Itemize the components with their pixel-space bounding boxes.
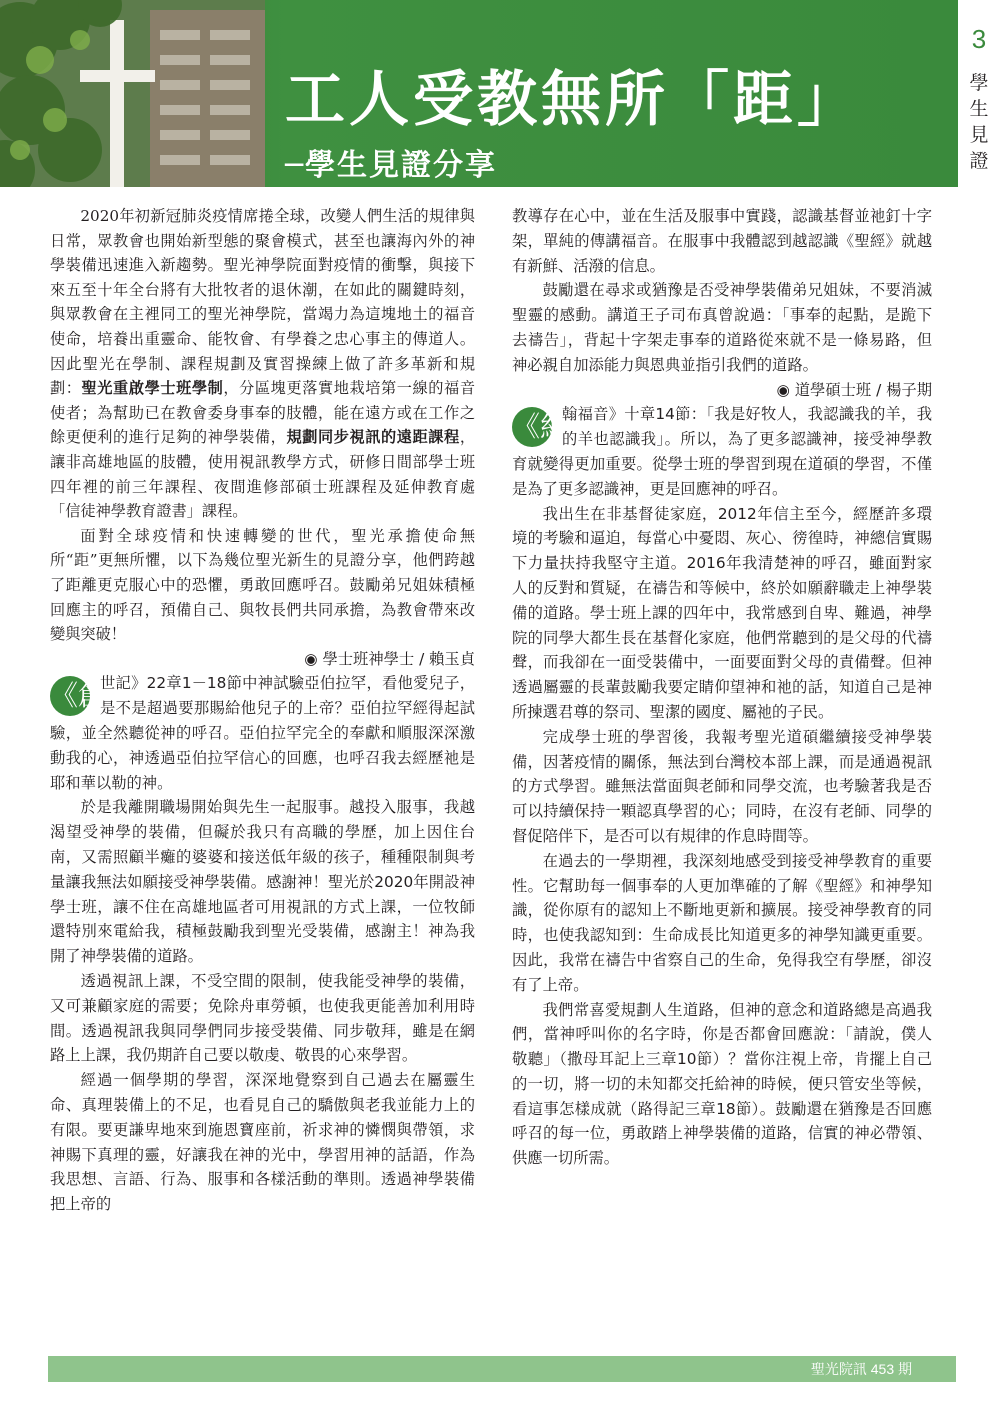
testimony-1-paragraph-3: 透過視訊上課，不受空間的限制，使我能受神學的裝備，又可兼顧家庭的需要；免除舟車勞頓，也使我更能善加利用時間。透過視訊我與同學們同步接受裝備、同步敬拜，雖是在網路上上課，我仍期許自己要以敬虔、敬畏的心來學習。 xyxy=(50,972,475,1065)
building-cross-illustration xyxy=(0,0,265,187)
intro-paragraph-1: 2020年初新冠肺炎疫情席捲全球，改變人們生活的規律與日常，眾教會也開始新型態的聚會模式，甚至也讓海內外的神學裝備迅速進入新趨勢。聖光神學院面對疫情的衝擊，與接下來五至十年全台將有大批牧者的退休潮，在如此的關鍵時刻，與眾教會在主裡同工的聖光神學院，當竭力為這塊地土的福音使命，培養出重靈命、能牧會、有學養之忠心事主的傳道人。因此聖光在學制、課程規劃及實習操練上做了許多革新和規劃：聖光重啟學士班學制，分區塊更落實地栽培第一線的福音使者；為幫助已在教會委身事奉的肢體，能在遠方或在工作之餘更便利的進行足夠的神學裝備，規劃同步視訊的遠距課程，讓非高雄地區的肢體，使用視訊教學方式，研修日間部學士班四年裡的前三年課程、夜間進修部碩士班課程及延伸教育處「信徒神學教育證書」課程。 xyxy=(50,207,476,521)
testimony-2-paragraph-5: 我們常喜愛規劃人生道路，但神的意念和道路總是高過我們，當神呼叫你的名字時，你是否都會回應說：「請說，僕人敬聽」（撒母耳記上三章10節）？當你注視上帝，肯擺上自己的一切，將一切的未知都交托給神的時候，便只管安坐等候，看這事怎樣成就（路得記三章18節）。鼓勵還在猶豫是否回應呼召的每一位，勇敢踏上神學裝備的道路，信實的神必帶領、供應一切所需。 xyxy=(512,1000,932,1168)
building-photo xyxy=(0,0,265,187)
testimony-1-continued xyxy=(512,204,932,378)
testimony-2-paragraph-3: 完成學士班的學習後，我報考聖光道碩繼續接受神學裝備，因著疫情的關係，無法到台灣校本部上課，而是通過視訊的方式學習。雖無法當面與老師和同學交流，也考驗著我是否可以持續保持一顆認真學習的心；同時，在沒有老師、同學的督促陪伴下，是否可以有規律的作息時間等。 xyxy=(512,727,932,845)
testimony-2-byline: ◉ 道學碩士班 / 楊子期 xyxy=(776,380,932,399)
testimony-2-paragraph-4: 在過去的一學期裡，我深刻地感受到接受神學教育的重要性。它幫助每一個事奉的人更加準確的了解《聖經》和神學知識，從你原有的認知上不斷地更新和擴展。接受神學教育的同時，也使我認知到：生命成長比知道更多的神學知識更重要。因此，我常在禱告中省察自己的生命，免得我空有學歷，卻沒有了上帝。 xyxy=(512,851,932,994)
testimony-2-paragraph-2: 我出生在非基督徒家庭，2012年信主至今，經歷許多環境的考驗和逼迫，每當心中憂悶、灰心、徬徨時，神總信實賜下力量扶持我堅守主道。2016年我清楚神的呼召，雖面對家人的反對和質疑，在禱告和等候中，終於如願辭職走上神學裝備的道路。學士班上課的四年中，我常感到自卑、難過，神學院的同學大都生長在基督化家庭，他們常聽到的是父母的代禱聲，而我卻在一面受裝備中，一面要面對父母的責備聲。但神透過屬靈的長輩鼓勵我要定睛仰望神和祂的話，知道自己是神所揀選君尊的祭司、聖潔的國度、屬祂的子民。 xyxy=(512,504,932,721)
testimony-1-paragraph-5: 教導存在心中，並在生活及服事中實踐，認識基督並祂釘十字架，單純的傳講福音。在服事中我體認到越認識《聖經》就越有新鮮、活潑的信息。 xyxy=(512,207,932,275)
section-label-char: 證 xyxy=(969,150,989,172)
highlight-remote-courses: 規劃同步視訊的遠距課程 xyxy=(286,428,460,447)
testimony-1-paragraph-1: 《創 世記》22章1－18節中神試驗亞伯拉罕，看他愛兒子，是不是超過要那賜給他兒子的上帝？亞伯拉罕經得起試驗，並全然聽從神的呼召。亞伯拉罕完全的奉獻和順服深深激動我的心，神透過亞伯拉罕信心的回應，也呼召我去經歷祂是耶和華以勒的神。 xyxy=(50,674,475,792)
testimony-1-paragraph-4: 經過一個學期的學習，深深地覺察到自己過去在屬靈生命、真理裝備上的不足，也看見自己的驕傲與老我並能力上的有限。要更謙卑地來到施恩寶座前，祈求神的憐憫與帶領，求神賜下真理的靈，好讓我在神的光中，學習用神的話語，作為我思想、言語、行為、服事和各樣活動的準則。透過神學裝備把上帝的 xyxy=(50,1071,475,1214)
section-label xyxy=(958,70,1000,174)
page-number: 3 xyxy=(971,24,987,54)
section-label-char: 見 xyxy=(969,124,989,146)
right-column xyxy=(512,204,932,1171)
page-subtitle: ─學生見證分享 xyxy=(285,148,498,183)
testimony-1-byline: ◉ 學士班神學士 / 賴玉貞 xyxy=(304,649,475,668)
testimony-1-paragraph-2: 於是我離開職場開始與先生一起服事。越投入服事，我越渴望受神學的裝備，但礙於我只有高職的學歷，加上因住台南，又需照顧半癱的婆婆和接送低年級的孩子，種種限制與考量讓我無法如願接受神學裝備。感謝神！聖光於2020年開設神學士班，讓不住在高雄地區者可用視訊的方式上課，一位牧師還特別來電給我，積極鼓勵我到聖光受裝備，感謝主！神為我開了神學裝備的道路。 xyxy=(50,798,475,966)
page-title: 工人受教無所「距」 xyxy=(285,65,861,135)
highlight-bachelor-program: 聖光重啟學士班學制 xyxy=(81,379,224,398)
section-label-char: 生 xyxy=(969,98,989,120)
testimony-2 xyxy=(512,378,932,1172)
testimony-2-paragraph-1: 《約 翰福音》十章14節：「我是好牧人，我認識我的羊，我的羊也認識我」。所以，為了更多認識神，接受神學教育就變得更加重要。從學士班的學習到現在道碩的學習，不僅是為了更多認識神，更是回應神的呼召。 xyxy=(512,405,932,498)
dropcap-badge: 《創 xyxy=(50,676,90,716)
testimony-1-paragraph-6: 鼓勵還在尋求或猶豫是否受神學裝備弟兄姐妹，不要消滅聖靈的感動。講道王子司布真曾說過：「事奉的起點，是跪下去禱告」，背起十字架走事奉的道路從來就不是一條易路，但神必親自加添能力與恩典並指引我們的道路。 xyxy=(512,281,932,374)
intro-text xyxy=(50,204,475,647)
testimony-1 xyxy=(50,647,475,1217)
dropcap-badge: 《約 xyxy=(512,407,552,447)
section-label-char: 學 xyxy=(969,72,989,94)
intro-paragraph-2: 面對全球疫情和快速轉變的世代，聖光承擔使命無所“距”更無所懼，以下為幾位聖光新生的見證分享，他們跨越了距離更克服心中的恐懼，勇敢回應呼召。鼓勵弟兄姐妹積極回應主的呼召，預備自己、與牧長們共同承擔，為教會帶來改變與突破！ xyxy=(50,526,475,644)
left-column xyxy=(50,204,475,1217)
footer-bar xyxy=(48,1356,956,1382)
issue-label: 聖光院訊 453 期 xyxy=(810,1361,912,1377)
header-banner xyxy=(0,0,958,187)
